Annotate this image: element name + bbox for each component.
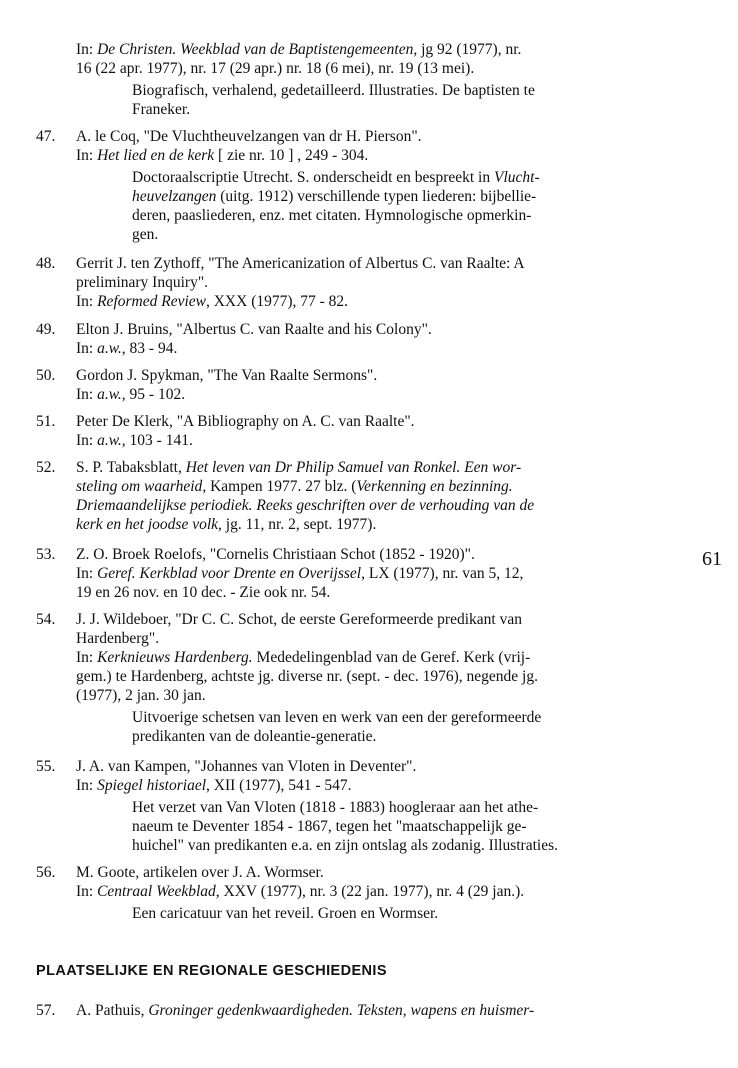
entry-line: In: Het lied en de kerk [ zie nr. 10 ] , 249 - 304.	[76, 147, 369, 164]
entry-number: 50.	[36, 367, 56, 384]
entry-line: J. A. van Kampen, "Johannes van Vloten in Deventer".	[76, 758, 417, 775]
entry-line: In: Spiegel historiael, XII (1977), 541 - 547.	[76, 777, 352, 794]
bibliography-entry-48	[36, 254, 686, 311]
bibliography-entry-53	[36, 545, 686, 602]
entry-number: 51.	[36, 413, 56, 430]
bibliography-entry-51	[36, 412, 686, 450]
entry-number: 54.	[36, 611, 56, 628]
entry-line: In: Reformed Review, XXX (1977), 77 - 82.	[76, 293, 349, 310]
entry-line: In: a.w., 103 - 141.	[76, 432, 193, 449]
bibliography-entry-54	[36, 610, 686, 746]
entry-line: Gerrit J. ten Zythoff, "The Americanization of Albertus C. van Raalte: A	[76, 255, 525, 272]
entry-number: 48.	[36, 255, 56, 272]
entry-number: 56.	[36, 864, 56, 881]
entry-line: gem.) te Hardenberg, achtste jg. diverse nr. (sept. - dec. 1976), negende jg.	[76, 668, 538, 685]
entry-line: J. J. Wildeboer, "Dr C. C. Schot, de eerste Gereformeerde predikant van	[76, 611, 522, 628]
entry-line: In: Geref. Kerkblad voor Drente en Overijssel, LX (1977), nr. van 5, 12,	[76, 565, 524, 582]
bibliography-entry-57	[36, 1001, 686, 1020]
entry-number: 47.	[36, 128, 56, 145]
annotation-line: Biografisch, verhalend, gedetailleerd. Illustraties. De baptisten te	[132, 82, 535, 99]
annotation-line: Het verzet van Van Vloten (1818 - 1883) hoogleraar aan het athe-	[132, 799, 539, 816]
entry-line: In: De Christen. Weekblad van de Baptistengemeenten, jg 92 (1977), nr.	[76, 41, 522, 58]
entry-line: (1977), 2 jan. 30 jan.	[76, 687, 206, 704]
entry-line: In: a.w., 83 - 94.	[76, 340, 178, 357]
bibliography-entry-52	[36, 458, 686, 534]
bibliography-entry-49	[36, 320, 686, 358]
entry-number: 57.	[36, 1002, 56, 1019]
entry-line: A. Pathuis, Groninger gedenkwaardigheden. Teksten, wapens en huismer-	[76, 1002, 535, 1019]
entry-line: M. Goote, artikelen over J. A. Wormser.	[76, 864, 324, 881]
annotation-line: naeum te Deventer 1854 - 1867, tegen het "maatschappelijk ge-	[132, 818, 527, 835]
entry-line: Hardenberg".	[76, 630, 160, 647]
annotation-line: gen.	[132, 226, 159, 243]
page-number: 61	[702, 548, 722, 570]
annotation-line: heuvelzangen (uitg. 1912) verschillende typen liederen: bijbellie-	[132, 188, 537, 205]
annotation-line: Doctoraalscriptie Utrecht. S. onderscheidt en bespreekt in Vlucht-	[132, 169, 540, 186]
entry-line: Elton J. Bruins, "Albertus C. van Raalte and his Colony".	[76, 321, 432, 338]
entry-number: 52.	[36, 459, 56, 476]
section-heading: PLAATSELIJKE EN REGIONALE GESCHIEDENIS	[36, 963, 387, 979]
entry-number: 55.	[36, 758, 56, 775]
entry-line: preliminary Inquiry".	[76, 274, 209, 291]
annotation-line: Uitvoerige schetsen van leven en werk van een der gereformeerde	[132, 709, 542, 726]
entry-line: In: Kerknieuws Hardenberg. Mededelingenblad van de Geref. Kerk (vrij-	[76, 649, 531, 666]
entry-line: kerk en het joodse volk, jg. 11, nr. 2, sept. 1977).	[76, 516, 377, 533]
annotation-line: predikanten van de doleantie-generatie.	[132, 728, 377, 745]
entry-line: Driemaandelijkse periodiek. Reeks geschriften over de verhouding van de	[76, 497, 535, 514]
entry-line: In: Centraal Weekblad, XXV (1977), nr. 3 (22 jan. 1977), nr. 4 (29 jan.).	[76, 883, 525, 900]
bibliography-entry-56	[36, 863, 686, 923]
entry-line: A. le Coq, "De Vluchtheuvelzangen van dr H. Pierson".	[76, 128, 422, 145]
annotation-line: deren, paasliederen, enz. met citaten. Hymnologische opmerkin-	[132, 207, 532, 224]
entry-line: 19 en 26 nov. en 10 dec. - Zie ook nr. 54.	[76, 584, 331, 601]
entry-line: steling om waarheid, Kampen 1977. 27 blz. (Verkenning en bezinning.	[76, 478, 513, 495]
bibliography-entry-50	[36, 366, 686, 404]
annotation-line: huichel" van predikanten e.a. en zijn ontslag als zodanig. Illustraties.	[132, 837, 558, 854]
entry-line: 16 (22 apr. 1977), nr. 17 (29 apr.) nr. 18 (6 mei), nr. 19 (13 mei).	[76, 60, 475, 77]
entry-number: 49.	[36, 321, 56, 338]
annotation-line: Een caricatuur van het reveil. Groen en Wormser.	[132, 905, 439, 922]
entry-continued	[36, 40, 686, 119]
entry-line: S. P. Tabaksblatt, Het leven van Dr Philip Samuel van Ronkel. Een wor-	[76, 459, 522, 476]
entry-line: Gordon J. Spykman, "The Van Raalte Sermons".	[76, 367, 378, 384]
bibliography-entry-55	[36, 757, 686, 855]
entry-line: In: a.w., 95 - 102.	[76, 386, 186, 403]
entry-line: Z. O. Broek Roelofs, "Cornelis Christiaan Schot (1852 - 1920)".	[76, 546, 475, 563]
entry-number: 53.	[36, 546, 56, 563]
entry-line: Peter De Klerk, "A Bibliography on A. C. van Raalte".	[76, 413, 415, 430]
annotation-line: Franeker.	[132, 101, 191, 118]
bibliography-entry-47	[36, 127, 686, 244]
